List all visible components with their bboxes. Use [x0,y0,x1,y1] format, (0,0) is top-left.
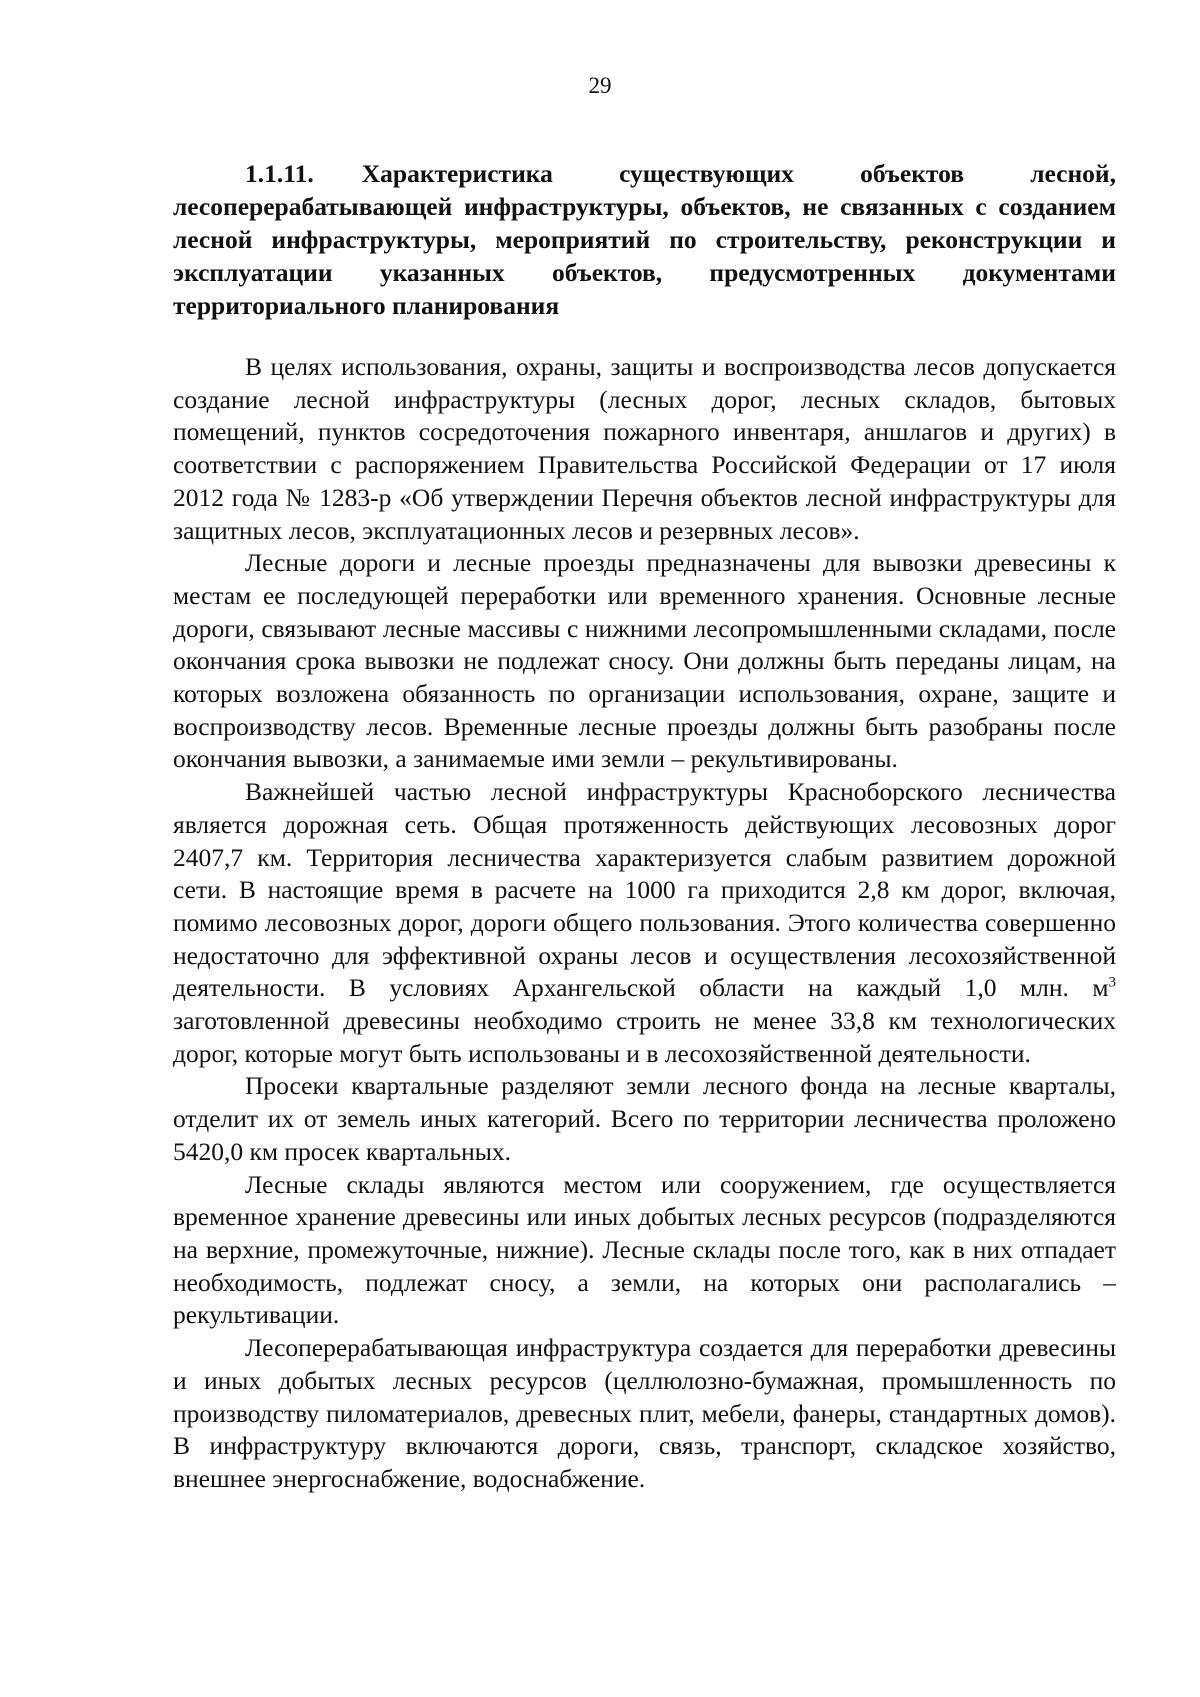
paragraph-quarter-clearings: Просеки квартальные разделяют земли лесного фонда на лесные кварталы, отделит их от земель иных категорий. Всего по территории лесничества проложено 5420,0 км просек квартальных. [173,1071,1116,1166]
body-text [173,351,1116,1496]
paragraph-infrastructure-permission: В целях использования, охраны, защиты и воспроизводства лесов допускается создание лесной инфраструктуры (лесных дорог, лесных складов, бытовых помещений, пунктов сосредоточения пожарного инвентаря, аншлагов и других) в соответствии с распоряжением Правительства Российской Федерации от 17 июля 2012 года № 1283-р «Об утверждении Перечня объектов лесной инфраструктуры для защитных лесов, эксплуатационных лесов и резервных лесов». [173,352,1116,545]
road-network-text: Важнейшей частью лесной инфраструктуры Красноборского лесничества является дорожная сеть. Общая протяженность действующих лесовозных дорог 2407,7 км. Территория лесничества характеризуется слабым развитием дорожной сети. В настоящие время в расчете на 1000 га приходится 2,8 км дорог, включая, помимо лесовозных дорог, дороги общего пользования. Этого количества совершенно недостаточно для эффективной охраны лесов и осуществления лесохозяйственной деятельности. В условиях Архангельской области на каждый 1,0 млн. м [173,777,1116,1003]
section-heading [173,157,1116,322]
cubic-superscript: 3 [1108,974,1116,991]
paragraph-processing-infrastructure: Лесоперерабатывающая инфраструктура создается для переработки древесины и иных добытых лесных ресурсов (целлюлозно-бумажная, промышленность по производству пиломатериалов, древесных плит, мебели, фанеры, стандартных домов). В инфраструктуру включаются дороги, связь, транспорт, складское хозяйство, внешнее энергоснабжение, водоснабжение. [173,1333,1116,1493]
page-number: 29 [588,73,612,98]
section-number: 1.1.11. [245,159,314,188]
paragraph-forest-roads: Лесные дороги и лесные проезды предназначены для вывозки древесины к местам ее последующей переработки или временного хранения. Основные лесные дороги, связывают лесные массивы с нижними лесопромышленными складами, после окончания срока вывозки не подлежат сносу. Они должны быть переданы лицам, на которых возложена обязанность по организации использования, охране, защите и воспроизводству лесов. Временные лесные проезды должны быть разобраны после окончания вывозки, а занимаемые ими земли – рекультивированы. [173,548,1116,774]
paragraph-forest-warehouses: Лесные склады являются местом или сооружением, где осуществляется временное хранение древесины или иных добытых лесных ресурсов (подразделяются на верхние, промежуточные, нижние). Лесные склады после того, как в них отпадает необходимость, подлежат сносу, а земли, на которых они располагались – рекультивации. [173,1169,1116,1330]
paragraph-road-network [173,776,1116,1070]
document-content [173,157,1116,1496]
road-network-text-continued: заготовленной древесины необходимо строить не менее 33,8 км технологических дорог, которые могут быть использованы и в лесохозяйственной деятельности. [173,1006,1116,1068]
section-title: Характеристика существующих объектов лесной, лесоперерабатывающей инфраструктуры, объектов, не связанных с созданием лесной инфраструктуры, мероприятий по строительству, реконструкции и эксплуатации указанных объектов, предусмотренных документами территориального планирования [173,159,1116,320]
